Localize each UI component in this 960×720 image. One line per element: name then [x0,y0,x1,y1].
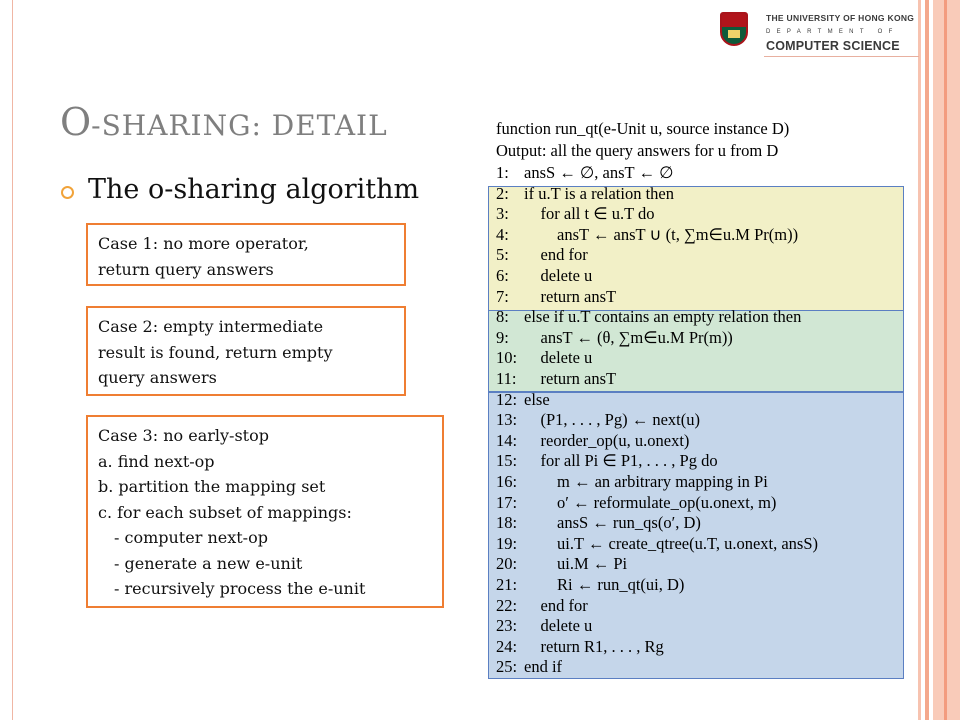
case-box-2 [86,306,406,396]
title-rest: -SHARING: DETAIL [91,109,388,142]
algorithm-line [496,245,588,265]
algorithm-line [496,266,592,286]
line-code: else [524,389,550,409]
slide-title [60,100,388,144]
line-number: 6: [496,266,509,285]
algorithm-line [496,657,562,677]
algorithm-line [496,431,689,451]
line-number: 24: [496,636,518,656]
line-code: return R1, . . . , Rg [524,636,664,656]
algorithm-line [496,472,768,492]
case-line: query answers [98,368,217,387]
line-code: else if u.T contains an empty relation then [524,307,802,327]
case-subline: - computer next-op [114,528,268,547]
line-number: 7: [496,286,509,306]
case-line: Case 3: no early-stop [98,426,269,445]
line-number: 25: [496,657,518,677]
line-code: ansS ← ∅, ansT ← ∅ [524,163,674,182]
algorithm-line [496,451,718,471]
line-code: if u.T is a relation then [524,183,674,203]
line-number: 10: [496,348,518,368]
case-box-3 [86,415,444,608]
algorithm-line [496,204,654,224]
algorithm-line [496,554,627,574]
case-line: a. find next-op [98,451,215,471]
line-number: 23: [496,616,518,636]
line-code: m ← an arbitrary mapping in Pi [524,472,768,491]
decor-stripe [925,0,929,720]
line-number: 1: [496,163,509,182]
line-number: 20: [496,554,518,574]
line-number: 3: [496,204,509,224]
line-number: 15: [496,451,518,471]
case-box-1 [86,223,406,286]
line-code: ansS ← run_qs(o′, D) [524,513,701,533]
algorithm-line [496,307,801,327]
case-line: Case 1: no more operator, [98,234,309,253]
algorithm-line [496,184,674,204]
line-code: end for [524,595,588,615]
line-number: 17: [496,492,518,512]
algorithm-line [496,163,673,183]
line-code: for all t ∈ u.T do [524,204,655,224]
line-number: 22: [496,595,518,615]
university-logo [716,10,916,60]
line-number: 5: [496,245,509,265]
university-crest-icon [720,12,748,46]
line-code: o′ ← reformulate_op(u.onext, m) [524,492,777,512]
line-code: ui.M ← Pi [524,554,628,574]
case-line: return query answers [98,259,274,279]
title-initial: O [60,100,92,144]
line-number: 4: [496,224,509,244]
case-line: c. for each subset of mappings: [98,502,352,522]
university-name: THE UNIVERSITY OF HONG KONG [766,13,915,23]
department-name: COMPUTER SCIENCE [766,39,900,53]
bullet-icon [61,186,74,199]
line-number: 21: [496,575,518,594]
line-code: for all Pi ∈ P1, . . . , Pg do [524,451,718,471]
line-code: Ri ← run_qt(ui, D) [524,575,685,594]
line-code: delete u [524,266,593,285]
line-code: delete u [524,616,593,636]
decor-stripe [944,0,947,720]
line-number: 9: [496,327,509,347]
line-code: ansT ← (θ, ∑m∈u.M Pr(m)) [524,327,733,347]
algorithm-line [496,596,588,616]
line-number: 19: [496,533,518,553]
algorithm-line [496,637,664,657]
bullet-text: The o-sharing algorithm [88,174,420,205]
line-code: ui.T ← create_qtree(u.T, u.onext, ansS) [524,533,819,553]
line-code: return ansT [524,369,617,388]
algorithm-line [496,534,818,554]
algorithm-line [496,390,550,410]
case-line: b. partition the mapping set [98,477,326,496]
left-border-line [12,0,13,720]
algorithm-line [496,287,616,307]
decor-stripe [918,0,921,720]
algorithm-function-line: function run_qt(e-Unit u, source instance D) [496,119,790,138]
line-code: delete u [524,348,593,368]
line-number: 14: [496,430,518,450]
line-number: 13: [496,410,518,430]
logo-divider [764,56,919,57]
algorithm-line [496,513,701,533]
algorithm-line [496,348,592,368]
algorithm-output-line: Output: all the query answers for u from D [496,141,779,160]
line-number: 18: [496,513,518,533]
line-number: 8: [496,307,509,327]
case-line: Case 2: empty intermediate [98,317,324,336]
algorithm-line [496,410,700,430]
department-label: DEPARTMENT OF [766,29,899,35]
algorithm-line [496,616,592,636]
algorithm-line [496,575,684,595]
case-line: result is found, return empty [98,342,333,362]
case-subline: - generate a new e-unit [114,553,303,573]
algorithm-line [496,369,616,389]
line-code: end if [524,657,563,677]
case-subline: - recursively process the e-unit [114,579,366,598]
line-code: reorder_op(u, u.onext) [524,430,690,450]
algorithm-line [496,225,798,245]
line-number: 16: [496,472,518,491]
line-number: 11: [496,369,517,388]
line-number: 12: [496,389,518,409]
line-code: ansT ← ansT ∪ (t, ∑m∈u.M Pr(m)) [524,224,799,244]
line-code: return ansT [524,286,617,306]
line-number: 2: [496,183,509,203]
algorithm-line [496,493,776,513]
algorithm-line [496,328,733,348]
line-code: (P1, . . . , Pg) ← next(u) [524,410,700,430]
line-code: end for [524,245,588,265]
